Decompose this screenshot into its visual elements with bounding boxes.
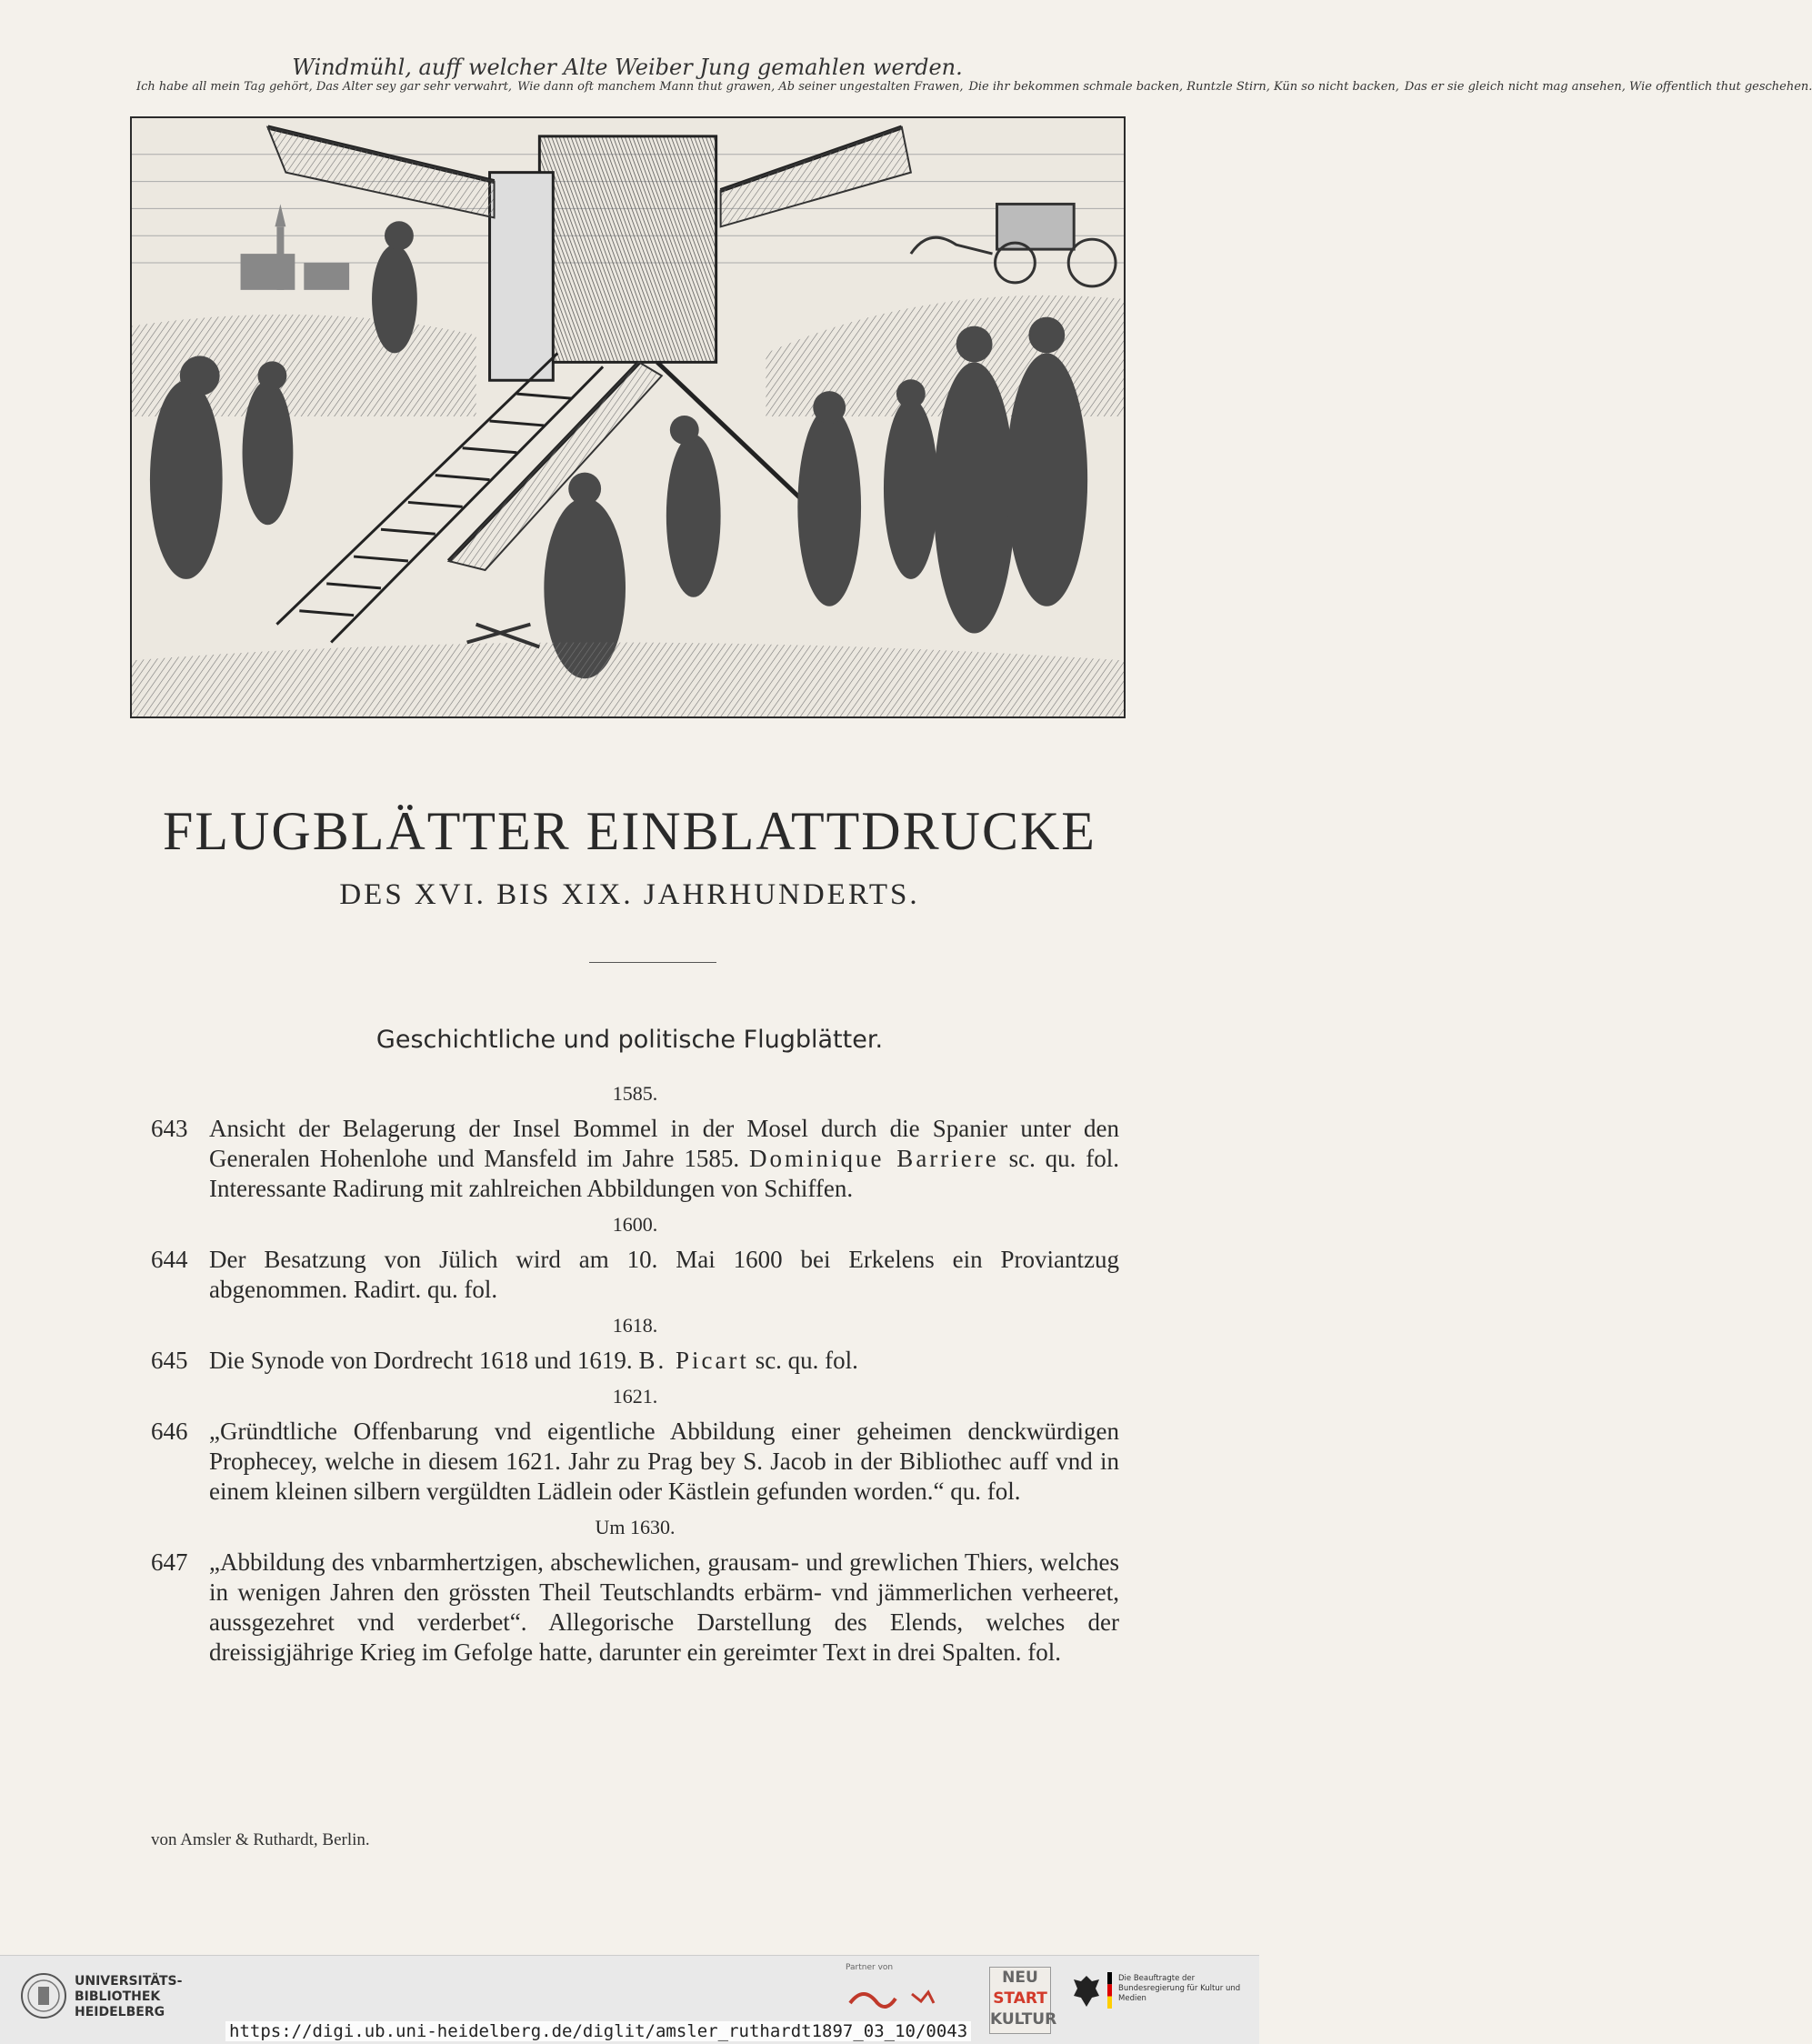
catalogue-entry: [151, 1548, 1119, 1668]
catalogue-entries: [151, 1075, 1119, 1673]
page-url[interactable]: https://digi.ub.uni-heidelberg.de/diglit/amsler_ruthardt1897_03_10/0043: [225, 2021, 971, 2041]
entry-text-part: Die Synode von Dordrecht 1618 und 1619.: [209, 1347, 633, 1374]
catalogue-entry: [151, 1114, 1119, 1204]
entry-text: „Gründtliche Offenbarung vnd eigentliche Abbildung einer geheimen denckwürdigen Prophecey, welche in diesem 1621. Jahr zu Prag bey S. Jacob in der Bibliothec auff vnd in einem kleinen silbern vergüldten Lädlein oder Kästlein gefunden worden.“ qu. fol.: [209, 1418, 1119, 1505]
partner-logo-icon[interactable]: [841, 1976, 950, 2019]
entry-text: [209, 1114, 1119, 1204]
federal-eagle-icon[interactable]: [1071, 1972, 1102, 2009]
logo-line: UNIVERSITÄTS-: [75, 1974, 183, 1989]
section-heading: Geschichtliche und politische Flugblätter.: [375, 1026, 884, 1054]
catalogue-entry: [151, 1245, 1119, 1305]
page-subtitle: DES XVI. BIS XIX. JAHRHUNDERTS.: [339, 878, 920, 911]
entry-artist: Dominique Barriere: [748, 1145, 999, 1172]
entry-number: 646: [151, 1418, 188, 1445]
university-library-logo-text[interactable]: [75, 1974, 182, 2020]
entry-year: 1621.: [612, 1385, 658, 1408]
divider: [589, 962, 716, 963]
windmill-engraving-image: [132, 118, 1124, 716]
entry-text-part: sc. qu. fol. Interessante Radirung mit zahlreichen Abbildungen von Schiffen.: [209, 1145, 1120, 1202]
entry-number: 645: [151, 1347, 188, 1374]
partner-label: Partner von: [846, 1963, 894, 1972]
neustart-kultur-logo[interactable]: [989, 1967, 1057, 2034]
entry-text: Der Besatzung von Jülich wird am 10. Mai 1600 bei Erkelens ein Proviantzug abgenommen. Radirt. qu. fol.: [209, 1246, 1119, 1303]
catalogue-entry: [151, 1346, 1119, 1376]
entry-year: 1600.: [612, 1213, 658, 1236]
engraving-verse: Wie dann oft manchem Mann thut grawen, Ab seiner ungestalten Frawen,: [517, 80, 964, 94]
windmill-engraving: [130, 116, 1126, 718]
engraving-verse: Die ihr bekommen schmale backen, Runtzle Stirn, Kün so nicht backen,: [968, 80, 1399, 94]
catalogue-entry: [151, 1417, 1119, 1507]
logo-line: NEU: [1002, 1969, 1038, 1987]
entry-text: [209, 1346, 1119, 1376]
federal-commissioner-text: Die Beauftragte der Bundesregierung für Kultur und Medien: [1118, 1974, 1241, 2003]
entry-year: 1585.: [612, 1082, 658, 1105]
engraving-verse: Das er sie gleich nicht mag ansehen, Wie offentlich thut geschehen.: [1404, 80, 1812, 94]
entry-number: 643: [151, 1115, 188, 1142]
german-flag-icon: [1107, 1972, 1112, 2009]
engraving-verse: Ich habe all mein Tag gehört, Das Alter sey gar sehr verwahrt,: [136, 80, 513, 94]
engraving-verses: [136, 80, 1812, 116]
entry-number: 644: [151, 1246, 188, 1273]
entry-number: 647: [151, 1548, 188, 1576]
logo-line: KULTUR: [990, 2010, 1057, 2029]
entry-text-part: Ansicht der Belagerung der Insel Bommel in der Mosel durch die Spanier unter den Generalen Hohenlohe und Mansfeld im Jahre 1585.: [209, 1115, 1119, 1172]
logo-line: START: [993, 1989, 1047, 2008]
entry-artist: B. Picart: [638, 1347, 749, 1374]
university-seal-icon[interactable]: [20, 1972, 67, 2019]
entry-text: „Abbildung des vnbarmhertzigen, abschewlichen, grausam- und grewlichen Thiers, welches in wenigen Jahren den grössten Theil Teutschlandts erbärm- vnd jämmerlichen verheeret, aussgezehret vnd verderbet“. Allegorische Darstellung des Elends, welches der dreissigjährige Krieg im Gefolge hatte, darunter ein gereimter Text in drei Spalten. fol.: [209, 1548, 1119, 1666]
engraving-title: Windmühl, auff welcher Alte Weiber Jung gemahlen werden.: [292, 55, 963, 80]
publisher-line: von Amsler & Ruthardt, Berlin.: [151, 1830, 370, 1849]
entry-year: Um 1630.: [595, 1516, 676, 1538]
logo-line: BIBLIOTHEK: [75, 1989, 161, 2004]
logo-line: HEIDELBERG: [75, 2005, 165, 2019]
page-title: FLUGBLÄTTER EINBLATTDRUCKE: [163, 801, 1096, 861]
entry-text-part: sc. qu. fol.: [755, 1347, 858, 1374]
entry-year: 1618.: [612, 1314, 658, 1337]
